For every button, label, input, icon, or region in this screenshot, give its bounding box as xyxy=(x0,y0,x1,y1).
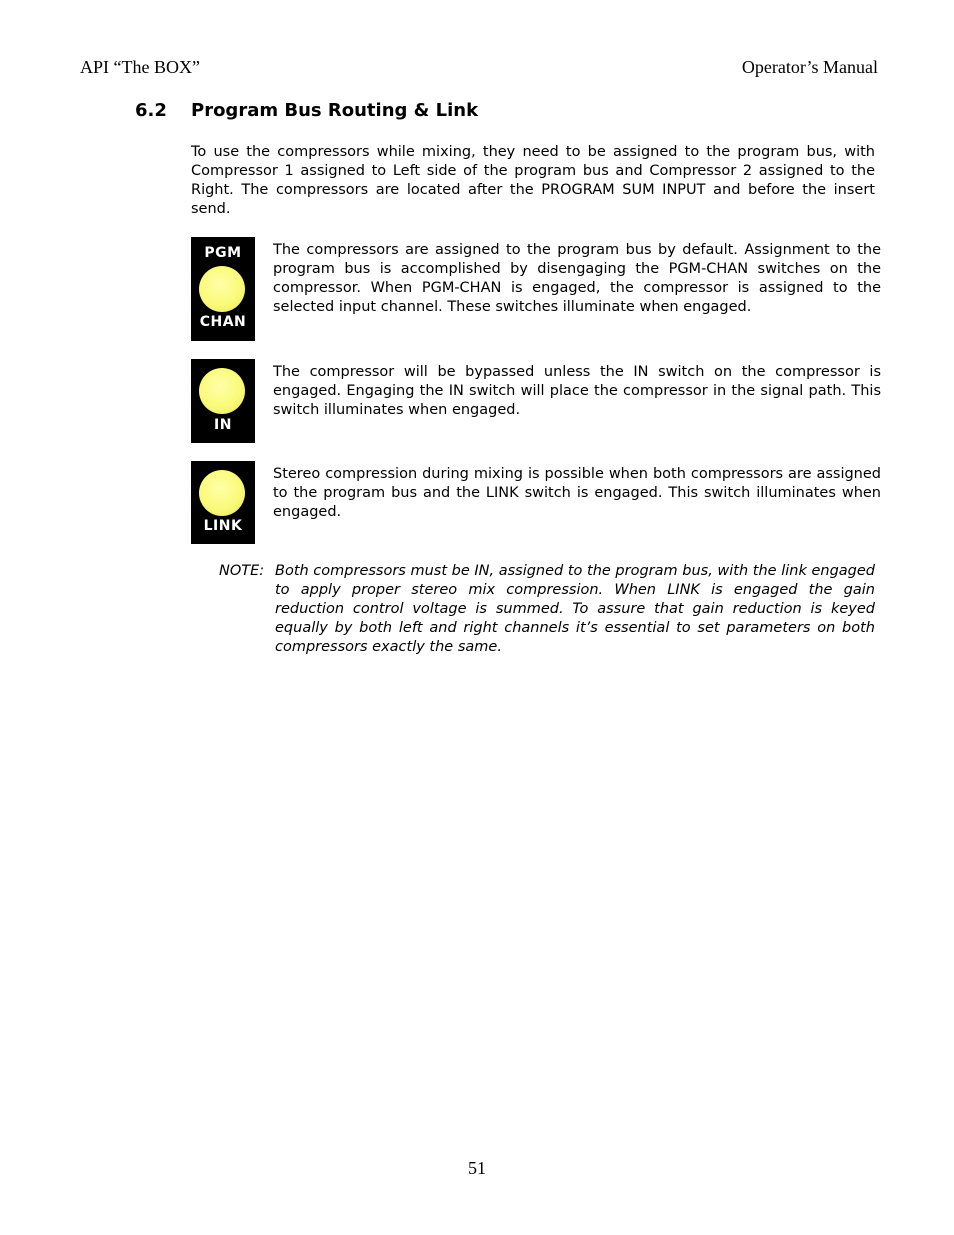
link-switch-image xyxy=(191,461,255,544)
page-number: 51 xyxy=(468,1158,486,1178)
link-lamp-icon xyxy=(199,470,245,516)
in-lamp-icon xyxy=(199,368,245,414)
link-label: LINK xyxy=(203,518,243,534)
section-heading xyxy=(135,100,478,121)
in-label: IN xyxy=(214,417,232,433)
section-title: Program Bus Routing & Link xyxy=(191,100,479,121)
pgm-label: PGM xyxy=(204,245,242,261)
header-document-type: Operator’s Manual xyxy=(741,57,878,77)
note-label: NOTE: xyxy=(219,563,265,579)
link-description: Stereo compression during mixing is possible when both compressors are assigned to the program bus and the LINK switch is engaged. This switch illuminates when engaged. xyxy=(273,466,881,520)
pgm-chan-lamp-icon xyxy=(199,266,245,312)
in-section xyxy=(191,359,881,443)
pgm-chan-description: The compressors are assigned to the program bus by default. Assignment to the program bus is accomplished by disengaging the PGM-CHAN switches on the compressor. When PGM-CHAN is engaged, the compressor is assigned to the selected input channel. These switches illuminate when engaged. xyxy=(273,242,881,315)
pgm-chan-section xyxy=(191,237,881,341)
in-switch-image xyxy=(191,359,255,443)
section-number: 6.2 xyxy=(135,100,167,121)
pgm-chan-switch-image xyxy=(191,237,255,341)
intro-paragraph: To use the compressors while mixing, they need to be assigned to the program bus, with Compressor 1 assigned to Left side of the program bus and Compressor 2 assigned to the Right. The compressors are located after the PROGRAM SUM INPUT and before the insert send. xyxy=(191,144,875,217)
in-description: The compressor will be bypassed unless the IN switch on the compressor is engaged. Engaging the IN switch will place the compressor in the signal path. This switch illuminates when engaged. xyxy=(273,364,881,418)
chan-label: CHAN xyxy=(199,314,247,330)
note-block xyxy=(219,562,875,657)
link-section xyxy=(191,461,881,544)
note-text: Both compressors must be IN, assigned to the program bus, with the link engaged to apply proper stereo mix compression. When LINK is engaged the gain reduction control voltage is summed. To assure that gain reduction is keyed equally by both left and right channels it’s essential to set parameters on both compressors exactly the same. xyxy=(275,563,875,655)
header-manual-name: API “The BOX” xyxy=(80,57,200,77)
